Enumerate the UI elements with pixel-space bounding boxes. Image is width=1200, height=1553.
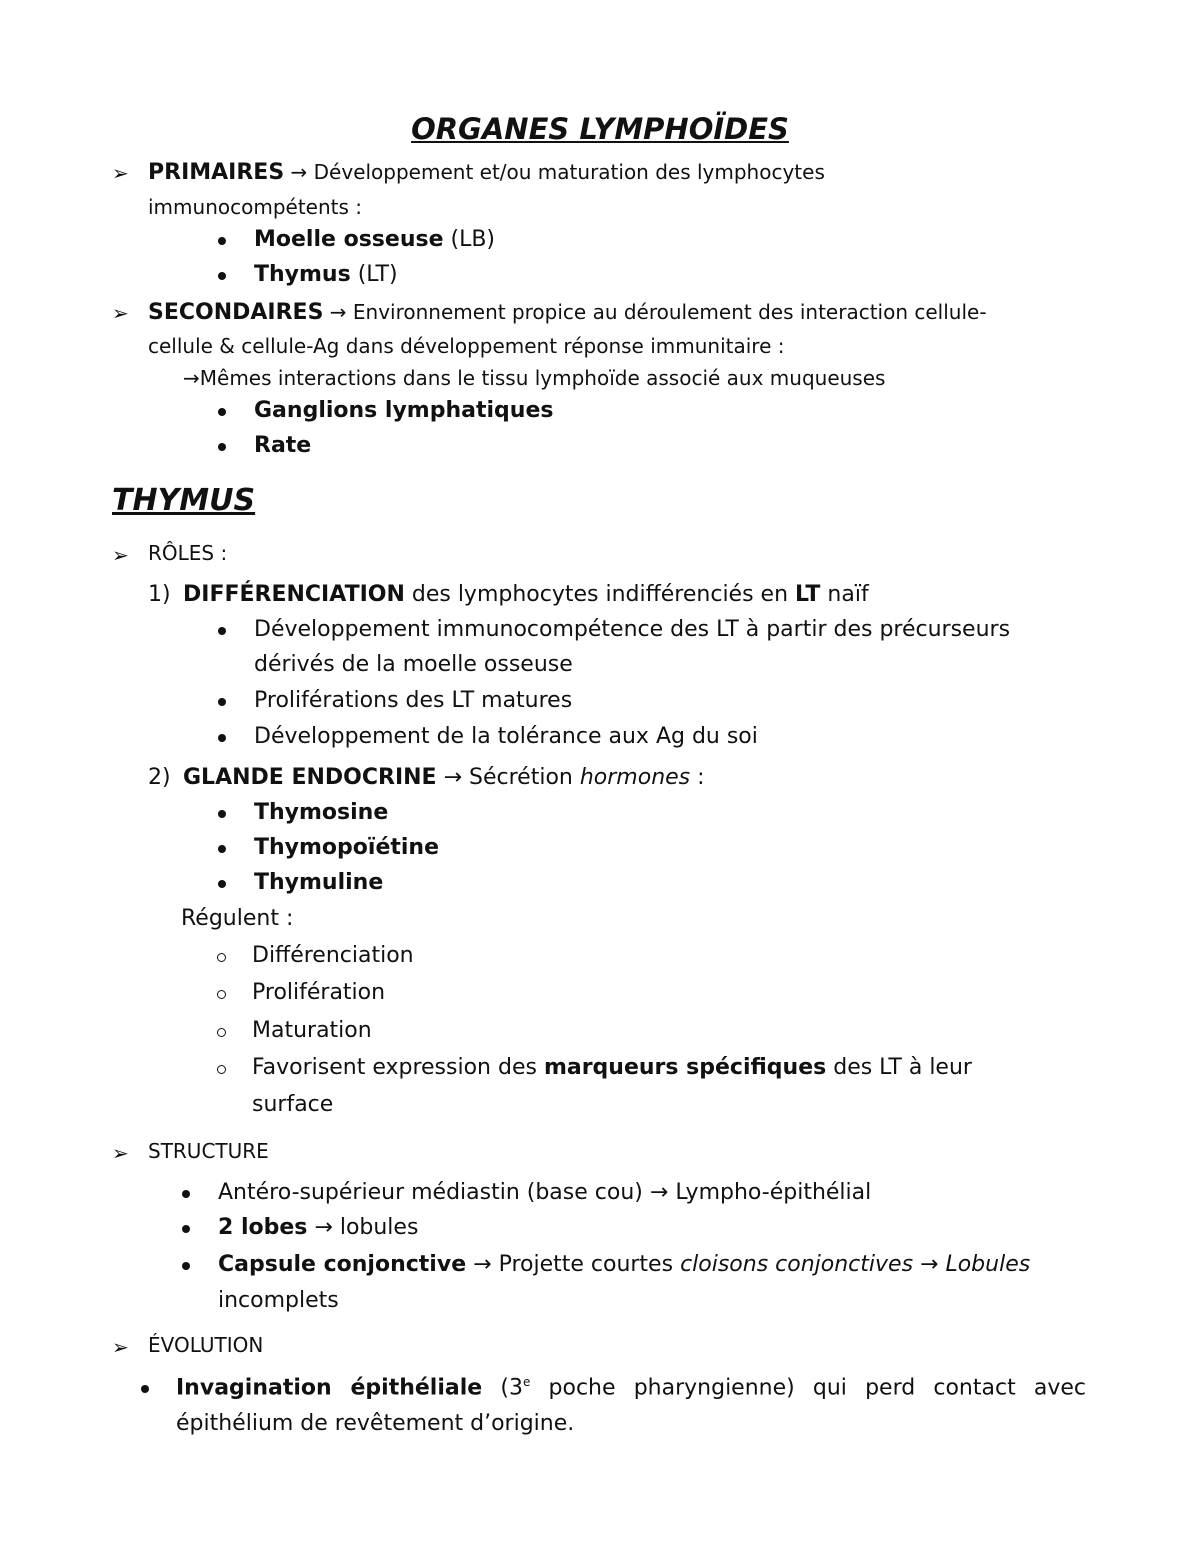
bullet-icon [141, 1385, 149, 1393]
role-1-line [183, 582, 869, 608]
secondaire-item: Rate [254, 433, 312, 458]
roles-label: RÔLES : [148, 541, 228, 565]
bullet-icon [218, 237, 226, 245]
evolution-label: ÉVOLUTION [148, 1333, 264, 1357]
role-1-mid: des lymphocytes indifférenciés en [404, 582, 796, 607]
role-1-bold: DIFFÉRENCIATION [183, 582, 405, 607]
role-1-end: naïf [820, 582, 869, 607]
structure-item-bold: Capsule conjonctive [218, 1252, 467, 1277]
role-1-item: Proliférations des LT matures [254, 688, 573, 713]
circle-bullet-icon [217, 1065, 226, 1074]
secondaires-label: SECONDAIRES [148, 300, 324, 325]
evolution-item-bold: Invagination épithéliale [176, 1375, 483, 1401]
arrow-icon: → [473, 1252, 492, 1277]
role-2-mid: Sécrétion [462, 765, 580, 790]
primaire-item-bold: Moelle osseuse [254, 227, 444, 252]
arrow-bullet-icon: ➢ [112, 1141, 129, 1165]
role-2-italic: hormones [579, 765, 691, 790]
circle-bullet-icon [217, 1028, 226, 1037]
primaires-line [148, 160, 825, 186]
secondaires-desc-line2: cellule & cellule-Ag dans développement réponse immunitaire : [148, 334, 785, 358]
role-1-bold2: LT [795, 582, 821, 607]
effect-item: Prolifération [252, 980, 386, 1005]
role-2-number: 2) [148, 765, 171, 790]
bullet-icon [218, 408, 226, 416]
role-1-item: Développement de la tolérance aux Ag du soi [254, 724, 758, 749]
structure-item-mid: Projette courtes [498, 1252, 681, 1277]
effect-pre: Favorisent expression des [252, 1055, 544, 1080]
arrow-icon: → [443, 765, 463, 790]
bullet-icon [218, 810, 226, 818]
arrow-icon: → [649, 1180, 669, 1205]
secondaires-desc: Environnement propice au déroulement des interaction cellule- [352, 300, 987, 324]
primaire-item [254, 227, 495, 253]
role-1-item: Développement immunocompétence des LT à partir des précurseurs [254, 617, 1011, 642]
role-2-line [183, 765, 705, 791]
arrow-bullet-icon: ➢ [112, 543, 129, 567]
thymus-heading: THYMUS [112, 483, 256, 518]
effect-item: Différenciation [252, 943, 414, 968]
hormone-item: Thymopoïétine [254, 835, 440, 860]
structure-item-bold: 2 lobes [218, 1215, 308, 1240]
bullet-icon [182, 1190, 190, 1198]
arrow-bullet-icon: ➢ [112, 301, 129, 325]
circle-bullet-icon [217, 953, 226, 962]
arrow-bullet-icon: ➢ [112, 1335, 129, 1359]
arrow-icon: → [329, 300, 347, 324]
structure-item-cont: incomplets [218, 1288, 339, 1313]
primaire-item-bold: Thymus [254, 262, 351, 287]
arrow-icon: → [290, 160, 308, 184]
bullet-icon [218, 734, 226, 742]
structure-item [218, 1180, 871, 1206]
hormone-item: Thymosine [254, 800, 389, 825]
effect-post: des LT à leur [826, 1055, 972, 1080]
effect-item: Maturation [252, 1018, 372, 1043]
bullet-icon [218, 443, 226, 451]
bullet-icon [218, 272, 226, 280]
regulent-label: Régulent : [181, 906, 294, 931]
structure-item-italic: cloisons conjonctives [680, 1252, 914, 1277]
primaires-label: PRIMAIRES [148, 160, 285, 185]
structure-item-after: Lympho-épithélial [675, 1180, 872, 1205]
evolution-item [176, 1375, 1086, 1402]
secondaires-note-text: Mêmes interactions dans le tissu lymphoïde associé aux muqueuses [199, 366, 886, 390]
primaire-item [254, 262, 398, 288]
evolution-item-rest: poche pharyngienne) qui perd contact avec [530, 1375, 1087, 1401]
primaires-desc: Développement et/ou maturation des lymphocytes [313, 160, 825, 184]
circle-bullet-icon [217, 990, 226, 999]
arrow-icon: → [314, 1215, 333, 1240]
role-1-number: 1) [148, 582, 171, 607]
arrow-icon: → [183, 366, 200, 390]
hormone-item: Thymuline [254, 870, 384, 895]
arrow-icon: → [920, 1252, 939, 1277]
arrow-bullet-icon: ➢ [112, 161, 129, 185]
structure-item [218, 1215, 418, 1241]
bullet-icon [218, 698, 226, 706]
bullet-icon [218, 880, 226, 888]
primaires-desc-line2: immunocompétents : [148, 195, 363, 219]
secondaire-item: Ganglions lymphatiques [254, 398, 554, 423]
bullet-icon [218, 627, 226, 635]
structure-item-text: Antéro-supérieur médiastin (base cou) [218, 1180, 643, 1205]
evolution-item-rest: (3 [482, 1375, 523, 1401]
primaire-item-rest: (LB) [443, 227, 496, 252]
structure-item-italic: Lobules [945, 1252, 1031, 1277]
structure-label: STRUCTURE [148, 1139, 269, 1163]
effect-bold: marqueurs spécifiques [543, 1055, 827, 1080]
structure-item-after: lobules [339, 1215, 419, 1240]
evolution-item-sup: e [522, 1375, 531, 1389]
document-title: ORGANES LYMPHOÏDES [411, 112, 789, 146]
bullet-icon [182, 1262, 190, 1270]
evolution-item-cont: épithélium de revêtement d’origine. [176, 1411, 575, 1436]
structure-item [218, 1252, 1030, 1278]
primaire-item-rest: (LT) [350, 262, 398, 287]
effect-item [252, 1055, 972, 1081]
bullet-icon [218, 845, 226, 853]
role-2-end: : [690, 765, 705, 790]
role-1-item-cont: dérivés de la moelle osseuse [254, 652, 573, 677]
secondaires-note [183, 366, 885, 390]
secondaires-line [148, 300, 987, 326]
bullet-icon [182, 1225, 190, 1233]
role-2-bold: GLANDE ENDOCRINE [183, 765, 437, 790]
effect-item-cont: surface [252, 1092, 334, 1117]
